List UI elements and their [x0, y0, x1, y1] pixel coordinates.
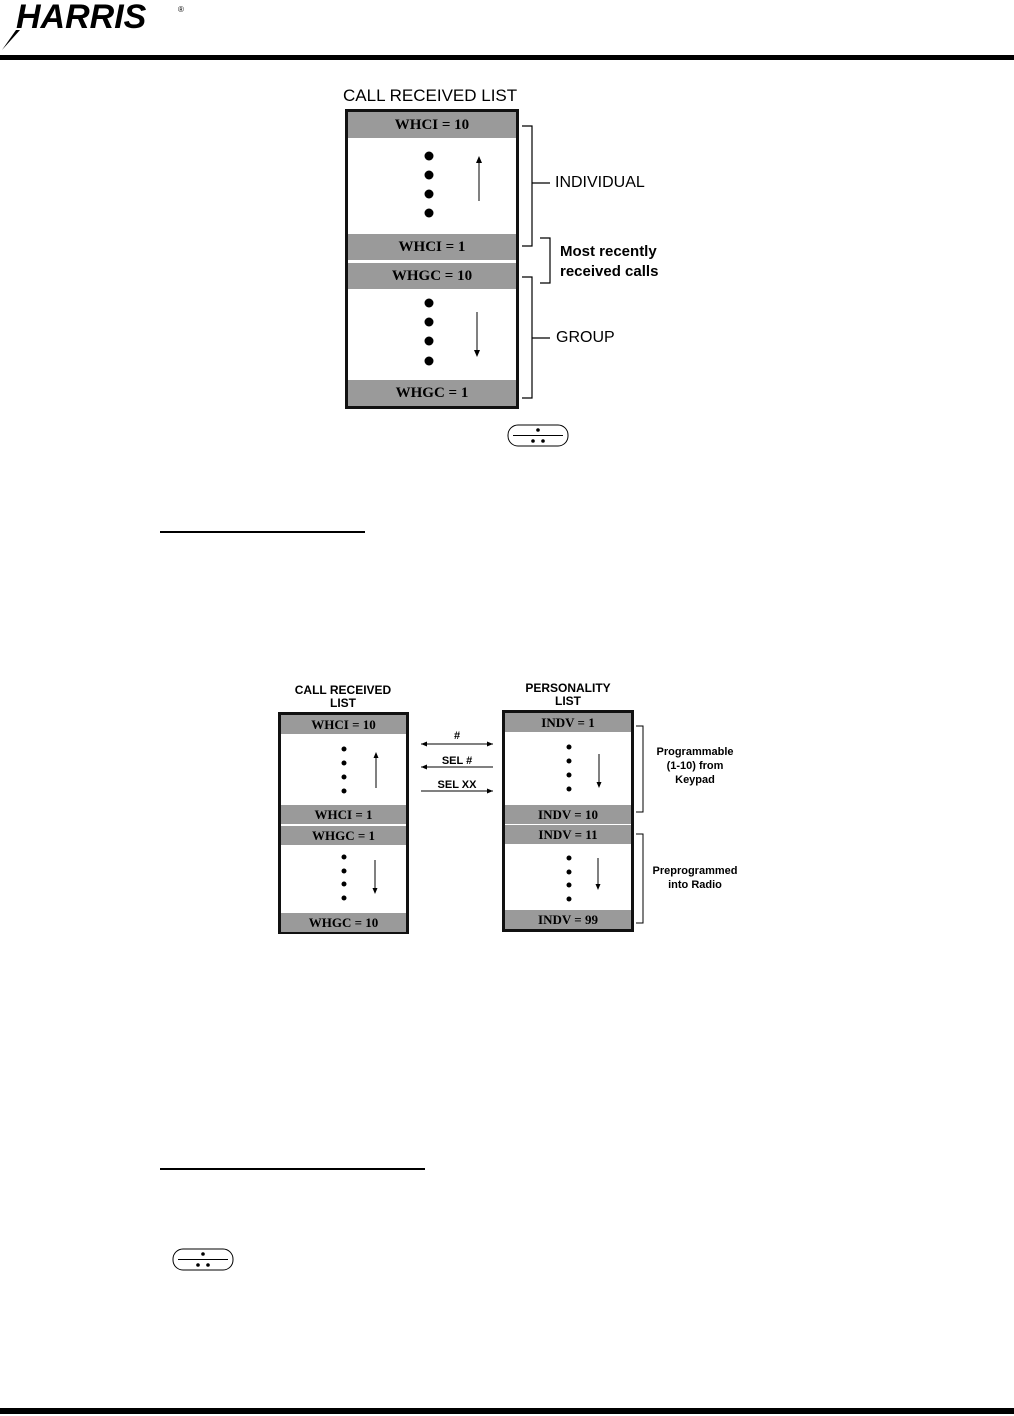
recent-calls-label-line1: Most recently: [560, 243, 657, 260]
figure1-marks: [345, 109, 519, 409]
arrow-label-hash: #: [453, 730, 461, 742]
left-down-arrow-icon: [373, 860, 378, 894]
footer-rule: [0, 1408, 1014, 1414]
bidirectional-arrow-icon: [421, 742, 493, 747]
individual-label: INDIVIDUAL: [555, 174, 645, 191]
list-cell-whgc-1: WHGC = 1: [348, 380, 516, 406]
harris-logo: [2, 0, 202, 52]
left-ellipsis-dots-bottom: [342, 855, 347, 901]
programmable-label-line1: Programmable: [656, 746, 734, 758]
programmable-label: [646, 745, 744, 787]
section-heading-rule-1: [160, 531, 365, 533]
section-heading-rule-2: [160, 1168, 425, 1170]
figure2-right-title-line2: LIST: [555, 694, 581, 708]
figure1-brackets: [520, 120, 560, 410]
left-cell-whci-1: WHCI = 1: [281, 805, 406, 824]
right-ellipsis-dots-bottom: [567, 856, 572, 902]
figure2-right-title: [505, 682, 631, 708]
preprogrammed-label: [644, 864, 746, 892]
recent-calls-label-line2: received calls: [560, 263, 659, 280]
preprogrammed-label-line2: into Radio: [668, 879, 722, 891]
left-ellipsis-dots-top: [342, 747, 347, 794]
right-down-arrow-icon-bottom: [596, 858, 601, 890]
figure2-right-marks: [502, 710, 634, 932]
programmable-label-line2: (1-10) from: [666, 760, 724, 772]
header-rule: [0, 55, 1014, 60]
right-cell-indv-1: INDV = 1: [505, 713, 631, 732]
list-cell-whci-10: WHCI = 10: [348, 112, 516, 138]
left-up-arrow-icon: [374, 752, 379, 788]
arrow-label-sel-xx: SEL XX: [437, 779, 477, 791]
list-cell-whgc-10: WHGC = 10: [348, 263, 516, 289]
left-cell-whgc-10: WHGC = 10: [281, 913, 406, 932]
menu-select-key-icon: [507, 424, 569, 448]
right-ellipsis-dots-top: [567, 745, 572, 792]
right-down-arrow-icon-top: [597, 754, 602, 788]
right-cell-indv-11: INDV = 11: [505, 825, 631, 844]
preprogrammed-label-line1: Preprogrammed: [652, 865, 738, 877]
left-cell-whgc-1: WHGC = 1: [281, 826, 406, 845]
menu-select-key-icon-body: [172, 1248, 234, 1272]
right-cell-indv-99: INDV = 99: [505, 910, 631, 929]
programmable-label-line3: Keypad: [675, 774, 715, 786]
list-cell-whci-1: WHCI = 1: [348, 234, 516, 260]
ellipsis-dots-individual: [425, 152, 434, 218]
up-arrow-icon: [476, 156, 482, 201]
logo-text: HARRIS: [16, 0, 147, 36]
figure2-left-marks: [278, 712, 409, 934]
figure2-left-title-line1: CALL RECEIVED: [294, 683, 392, 697]
figure2-right-title-line1: PERSONALITY: [525, 681, 611, 695]
figure2-left-title-line2: LIST: [330, 696, 356, 710]
arrow-label-sel-hash: SEL #: [441, 755, 473, 767]
figure2-left-title: [279, 684, 407, 710]
down-arrow-icon: [474, 312, 480, 357]
figure1-title: CALL RECEIVED LIST: [343, 86, 518, 105]
ellipsis-dots-group: [425, 299, 434, 366]
group-label: GROUP: [556, 329, 615, 346]
right-cell-indv-10: INDV = 10: [505, 805, 631, 824]
svg-text:®: ®: [178, 5, 184, 14]
left-cell-whci-10: WHCI = 10: [281, 715, 406, 734]
